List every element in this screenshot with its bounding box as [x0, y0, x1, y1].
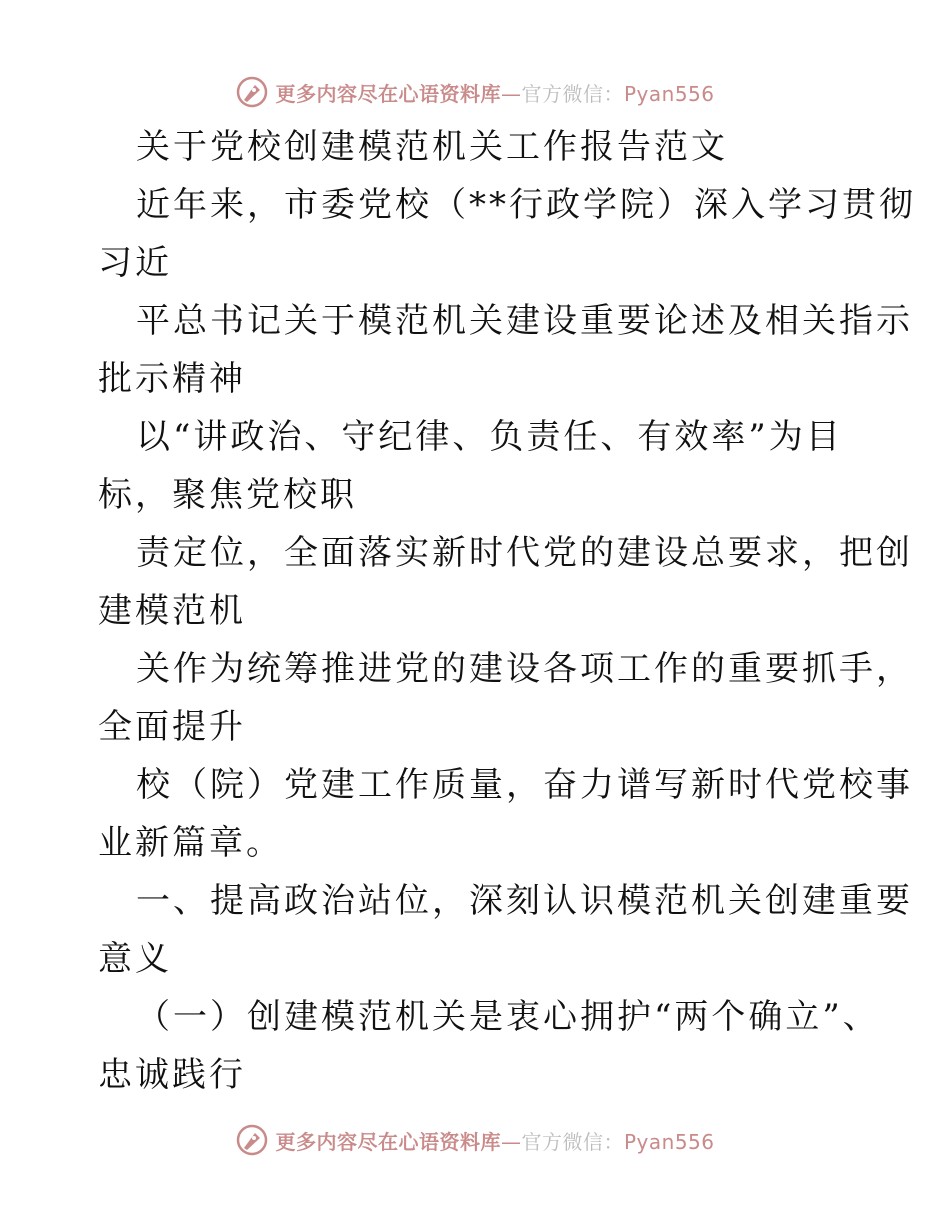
paragraph-line: 近年来，市委党校（**行政学院）深入学习贯彻 [136, 185, 916, 225]
paragraph-line: 关作为统筹推进党的建设各项工作的重要抓手， [136, 649, 913, 689]
watermark-wechat-id: Pyan556 [623, 1129, 715, 1154]
watermark-wechat-id: Pyan556 [623, 81, 715, 106]
watermark-sep: — [500, 1129, 522, 1154]
document-body [98, 118, 916, 1104]
section-heading-continued: 意义 [98, 939, 172, 979]
pen-nib-logo-icon [235, 75, 269, 109]
pen-nib-logo-icon [235, 1123, 269, 1157]
subsection-heading: （一）创建模范机关是衷心拥护“两个确立”、 [136, 997, 880, 1037]
paragraph-line: 责定位，全面落实新时代党的建设总要求，把创 [136, 533, 913, 573]
watermark-wechat-label: 官方微信： [521, 1129, 624, 1154]
document-title: 关于党校创建模范机关工作报告范文 [136, 127, 728, 167]
paragraph-line: 标，聚焦党校职 [98, 475, 357, 515]
subsection-heading-continued: 忠诚践行 [98, 1055, 246, 1095]
watermark-text [275, 78, 714, 107]
watermark-main: 更多内容尽在心语资料库 [275, 1129, 501, 1154]
paragraph-line: 校（院）党建工作质量，奋力谱写新时代党校事 [136, 765, 913, 805]
watermark-main: 更多内容尽在心语资料库 [275, 81, 501, 106]
section-heading: 一、提高政治站位，深刻认识模范机关创建重要 [136, 881, 913, 921]
footer-watermark [0, 1120, 950, 1160]
paragraph-line: 平总书记关于模范机关建设重要论述及相关指示 [136, 301, 913, 341]
paragraph-line: 全面提升 [98, 707, 246, 747]
header-watermark [0, 72, 950, 112]
paragraph-line: 以“讲政治、守纪律、负责任、有效率”为目 [136, 417, 843, 457]
paragraph-line: 批示精神 [98, 359, 246, 399]
watermark-sep: — [500, 81, 522, 106]
paragraph-line: 业新篇章。 [98, 823, 283, 863]
watermark-text [275, 1126, 714, 1155]
watermark-wechat-label: 官方微信： [521, 81, 624, 106]
paragraph-line: 习近 [98, 243, 172, 283]
paragraph-line: 建模范机 [98, 591, 246, 631]
